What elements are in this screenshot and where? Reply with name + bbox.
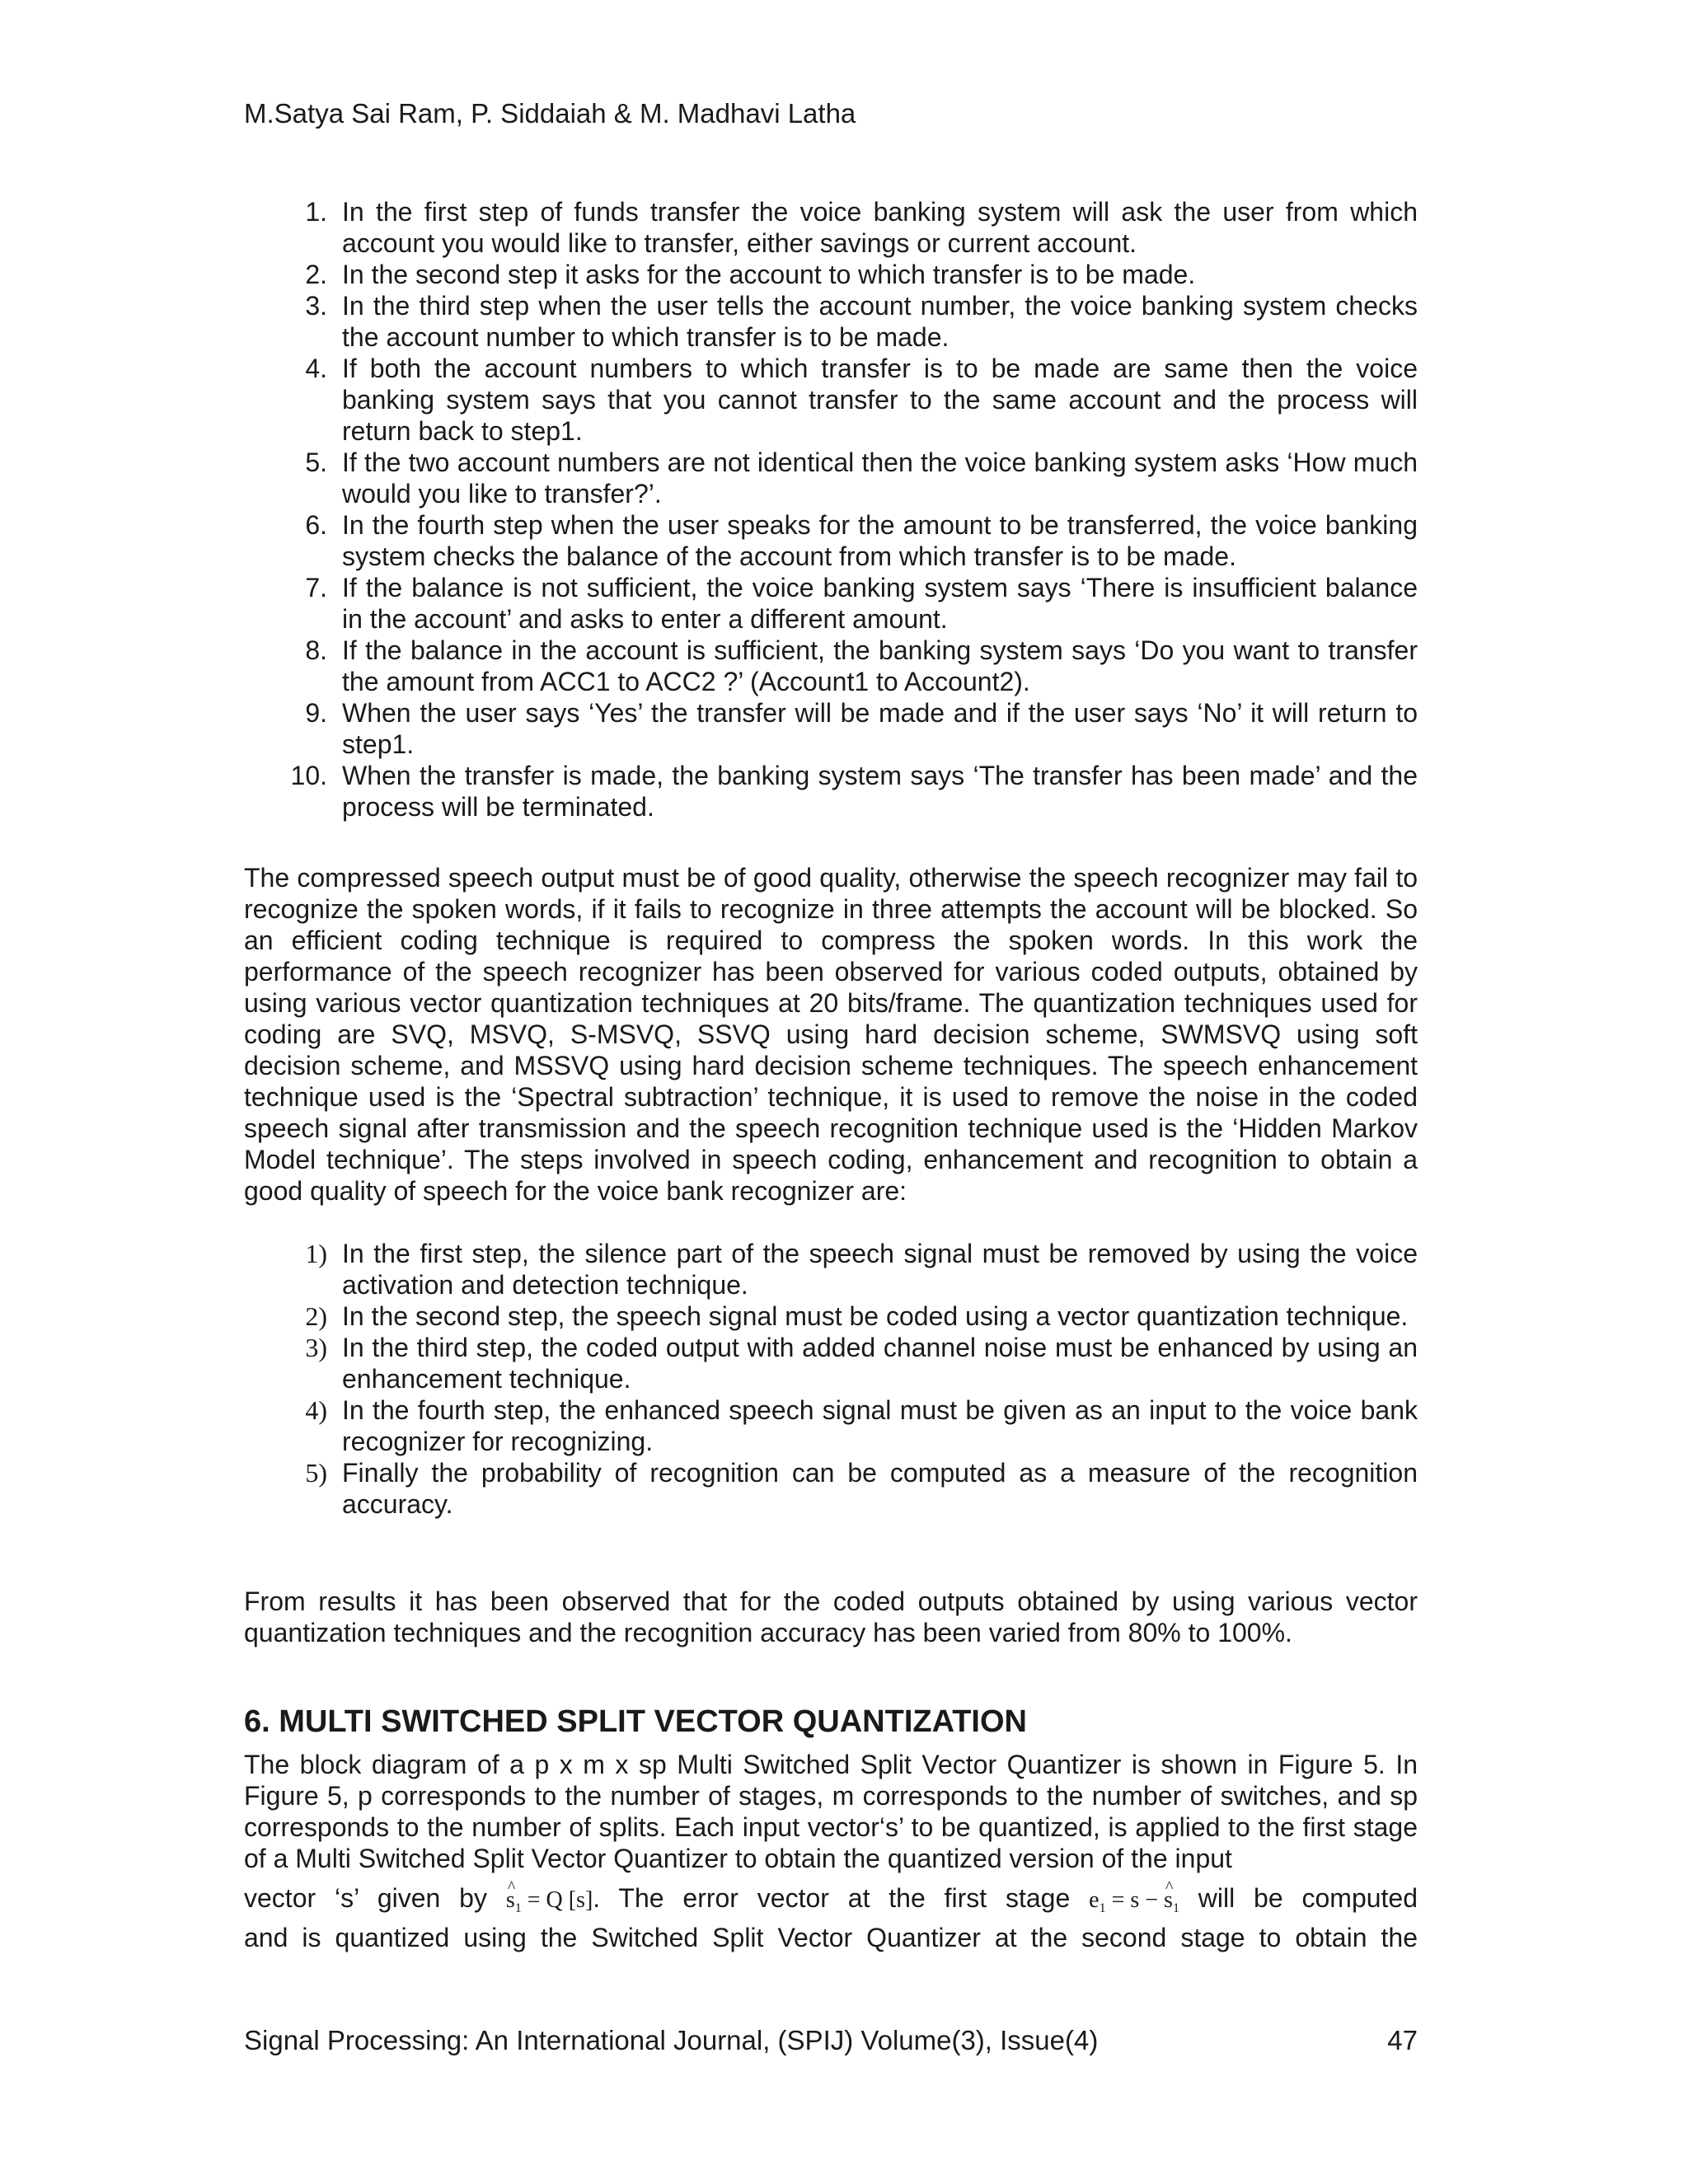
list-text: If the balance in the account is sufficient, the banking system says ‘Do you want to transfer the amount from ACC1 to ACC2 ?’ (Account1 to Account2). <box>342 635 1418 696</box>
list-item <box>244 635 1418 697</box>
list-number: 9. <box>305 698 327 728</box>
equation-quantized-vector: ^ $s_1 = Q$ [s] <box>506 1885 593 1924</box>
page-number: 47 <box>1387 2025 1418 2055</box>
list-number: 3. <box>305 291 327 321</box>
paragraph-equation-line: vector ‘s’ given by ^ $s_1 = Q$ [s]. The error vector at the first stage $e_1 = s$ − ^ $s_1$ will be computed <box>244 1882 1418 1924</box>
list-number: 5. <box>305 448 327 477</box>
funds-transfer-steps-list <box>244 196 1418 823</box>
list-item <box>244 572 1418 635</box>
list-item <box>244 353 1418 447</box>
paragraph-results: From results it has been observed that for the coded outputs obtained by using various vector quantization techniques and the recognition accuracy has been varied from 80% to 100%. <box>244 1586 1418 1647</box>
list-number: 10. <box>290 761 327 790</box>
list-item <box>244 1332 1418 1394</box>
list-text: In the third step when the user tells the account number, the voice banking system checks the account number to which transfer is to be made. <box>342 291 1418 352</box>
journal-citation: Signal Processing: An International Journal, (SPIJ) Volume(3), Issue(4) <box>244 2025 1099 2055</box>
list-item <box>244 697 1418 760</box>
list-text: In the first step, the silence part of the speech signal must be removed by using the voice activation and detection technique. <box>342 1239 1418 1300</box>
list-text: When the user says ‘Yes’ the transfer will be made and if the user says ‘No’ it will return to step1. <box>342 698 1418 759</box>
list-text: In the third step, the coded output with added channel noise must be enhanced by using an enhancement technique. <box>342 1333 1418 1394</box>
speech-process-list <box>244 1238 1418 1520</box>
list-number: 4) <box>305 1395 327 1425</box>
list-text: When the transfer is made, the banking system says ‘The transfer has been made’ and the process will be terminated. <box>342 761 1418 822</box>
list-number: 3) <box>305 1333 327 1362</box>
paragraph-msvq-intro: The block diagram of a p x m x sp Multi Switched Split Vector Quantizer is shown in Figure 5. In Figure 5, p corresponds to the number of stages, m corresponds to the number of switches, and sp corresponds to the number of splits. Each input vector‘s’ to be quantized, is applied to the first stage of a Multi Switched Split Vector Quantizer to obtain the quantized version of the input <box>244 1750 1418 1873</box>
list-item <box>244 447 1418 509</box>
running-header <box>244 97 856 130</box>
equation-error-vector: $e_1 = s$ − ^ $s_1$ <box>1089 1885 1179 1924</box>
paragraph-compressed-speech: The compressed speech output must be of good quality, otherwise the speech recognizer may fail to recognize the spoken words, if it fails to recognize in three attempts the account will be blocked. So an efficient coding technique is required to compress the spoken words. In this work the performance of the speech recognizer has been observed for various coded outputs, obtained by using various vector quantization techniques at 20 bits/frame. The quantization techniques used for coding are SVQ, MSVQ, S-MSVQ, SSVQ using hard decision scheme, SWMSVQ using soft decision scheme, and MSSVQ using hard decision scheme techniques. The speech enhancement technique used is the ‘Spectral subtraction’ technique, it is used to remove the noise in the coded speech signal after transmission and the speech recognition technique used is the ‘Hidden Markov Model technique’. The steps involved in speech coding, enhancement and recognition to obtain a good quality of speech for the voice bank recognizer are: <box>244 863 1418 1206</box>
list-item <box>244 760 1418 823</box>
list-number: 2) <box>305 1301 327 1331</box>
paragraph-continuation: and is quantized using the Switched Split Vector Quantizer at the second stage to obtain the <box>244 1923 1418 1952</box>
list-number: 2. <box>305 260 327 289</box>
list-text: If both the account numbers to which transfer is to be made are same then the voice banking system says that you cannot transfer to the same account and the process will return back to step1. <box>342 354 1418 446</box>
page-footer <box>244 2024 1418 2057</box>
list-text: In the second step, the speech signal must be coded using a vector quantization technique. <box>342 1301 1409 1331</box>
list-text: In the second step it asks for the account to which transfer is to be made. <box>342 260 1196 289</box>
list-text: If the balance is not sufficient, the voice banking system says ‘There is insufficient balance in the account’ and asks to enter a different amount. <box>342 573 1418 634</box>
list-number: 5) <box>305 1458 327 1488</box>
list-text: In the fourth step, the enhanced speech signal must be given as an input to the voice bank recognizer for recognizing. <box>342 1395 1418 1456</box>
list-item <box>244 1394 1418 1457</box>
list-text: If the two account numbers are not identical then the voice banking system asks ‘How much would you like to transfer?’. <box>342 448 1418 509</box>
list-number: 4. <box>305 354 327 383</box>
list-item <box>244 259 1418 290</box>
list-item <box>244 1301 1418 1332</box>
list-number: 1. <box>305 197 327 227</box>
list-number: 6. <box>305 510 327 540</box>
list-number: 7. <box>305 573 327 602</box>
list-item <box>244 1457 1418 1520</box>
list-number: 8. <box>305 635 327 665</box>
list-item <box>244 196 1418 259</box>
authors: M.Satya Sai Ram, P. Siddaiah & M. Madhavi Latha <box>244 98 856 129</box>
list-item <box>244 509 1418 572</box>
list-number: 1) <box>305 1239 327 1268</box>
list-item <box>244 290 1418 353</box>
list-text: Finally the probability of recognition can be computed as a measure of the recognition accuracy. <box>342 1458 1418 1519</box>
list-text: In the first step of funds transfer the voice banking system will ask the user from which account you would like to transfer, either savings or current account. <box>342 197 1418 258</box>
list-item <box>244 1238 1418 1301</box>
section-heading: 6. MULTI SWITCHED SPLIT VECTOR QUANTIZATION <box>244 1704 1027 1739</box>
list-text: In the fourth step when the user speaks for the amount to be transferred, the voice banking system checks the balance of the account from which transfer is to be made. <box>342 510 1418 571</box>
